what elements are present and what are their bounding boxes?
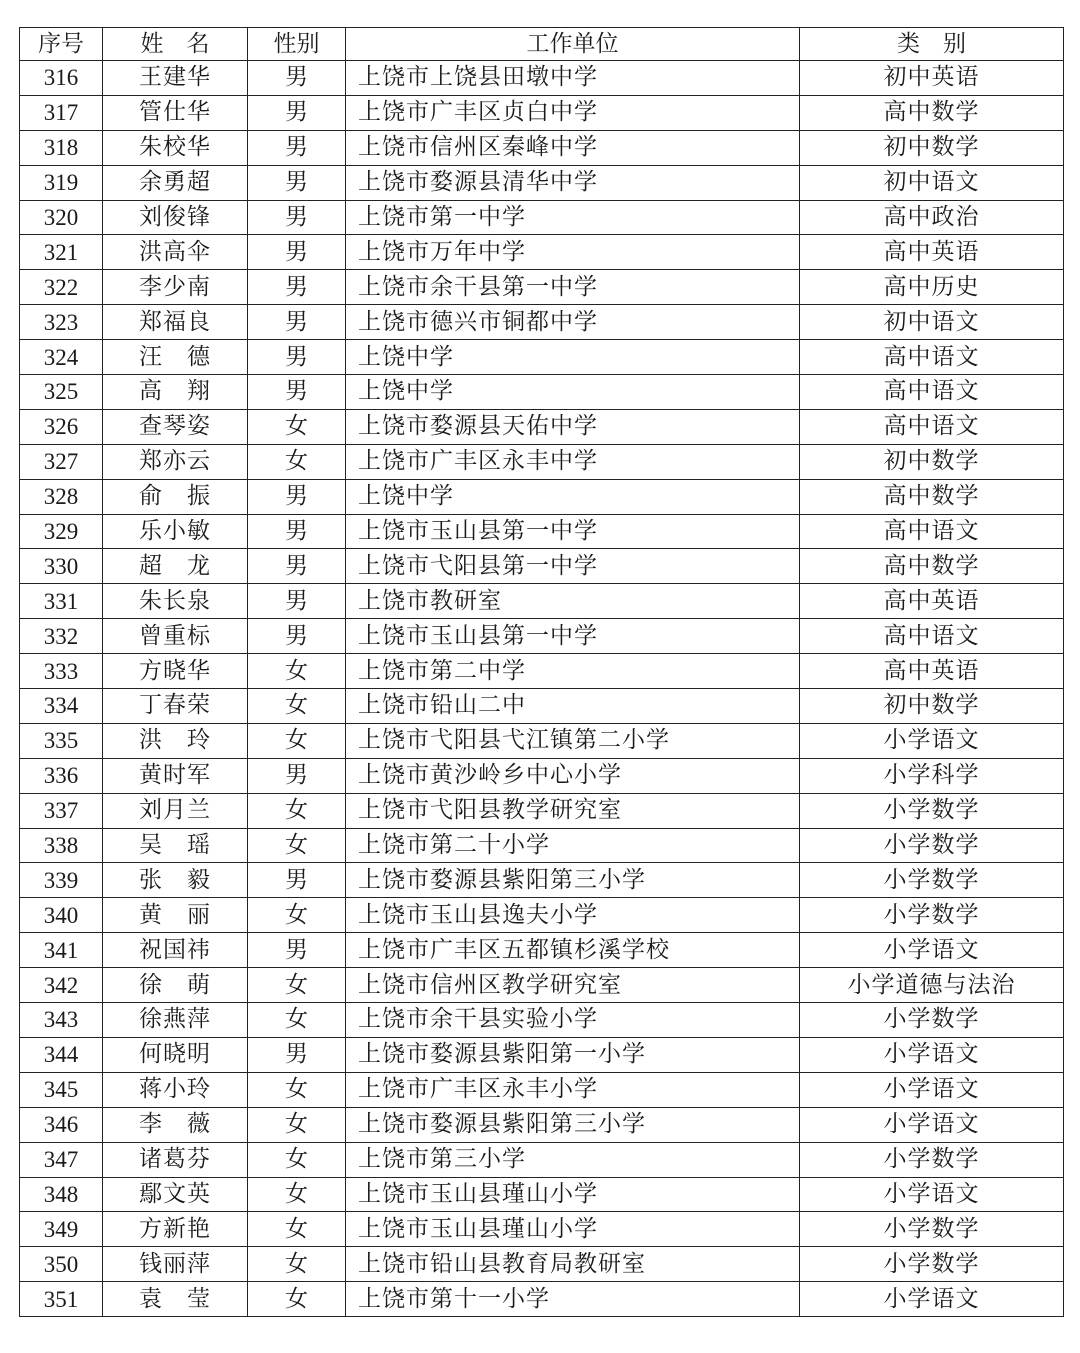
cell-name: 徐燕萍: [103, 1003, 248, 1038]
cell-category: 小学语文: [800, 1177, 1064, 1212]
table-row: [20, 305, 1064, 340]
cell-name: 洪 玲: [103, 723, 248, 758]
cell-category: 小学数学: [800, 828, 1064, 863]
cell-no: 321: [20, 235, 103, 270]
cell-no: 341: [20, 933, 103, 968]
cell-unit: 上饶市玉山县逸夫小学: [346, 898, 800, 933]
cell-name: 查琴姿: [103, 409, 248, 444]
cell-unit: 上饶市玉山县第一中学: [346, 514, 800, 549]
cell-no: 329: [20, 514, 103, 549]
cell-unit: 上饶市铅山二中: [346, 689, 800, 724]
cell-category: 高中语文: [800, 514, 1064, 549]
cell-category: 初中语文: [800, 165, 1064, 200]
cell-no: 332: [20, 619, 103, 654]
cell-gender: 女: [248, 1142, 346, 1177]
cell-no: 350: [20, 1247, 103, 1282]
cell-category: 小学数学: [800, 1142, 1064, 1177]
cell-gender: 女: [248, 1072, 346, 1107]
cell-name: 郑福良: [103, 305, 248, 340]
header-unit: 工作单位: [346, 28, 800, 61]
table-row: [20, 793, 1064, 828]
cell-category: 小学语文: [800, 933, 1064, 968]
cell-unit: 上饶市婺源县紫阳第三小学: [346, 863, 800, 898]
cell-name: 朱长泉: [103, 584, 248, 619]
cell-name: 鄢文英: [103, 1177, 248, 1212]
cell-gender: 女: [248, 723, 346, 758]
cell-name: 李 薇: [103, 1107, 248, 1142]
cell-unit: 上饶市婺源县清华中学: [346, 165, 800, 200]
table-body: [20, 61, 1064, 1317]
cell-gender: 女: [248, 1107, 346, 1142]
table-row: [20, 514, 1064, 549]
cell-unit: 上饶市广丰区永丰小学: [346, 1072, 800, 1107]
cell-category: 初中数学: [800, 130, 1064, 165]
cell-no: 334: [20, 689, 103, 724]
cell-no: 319: [20, 165, 103, 200]
cell-name: 蒋小玲: [103, 1072, 248, 1107]
table-row: [20, 444, 1064, 479]
table-row: [20, 1142, 1064, 1177]
cell-gender: 男: [248, 933, 346, 968]
cell-gender: 女: [248, 793, 346, 828]
cell-gender: 男: [248, 584, 346, 619]
cell-unit: 上饶市玉山县瑾山小学: [346, 1177, 800, 1212]
cell-name: 刘俊锋: [103, 200, 248, 235]
cell-name: 袁 莹: [103, 1282, 248, 1317]
cell-no: 346: [20, 1107, 103, 1142]
cell-no: 333: [20, 654, 103, 689]
table-row: [20, 549, 1064, 584]
cell-name: 方新艳: [103, 1212, 248, 1247]
cell-gender: 男: [248, 305, 346, 340]
cell-category: 小学道德与法治: [800, 968, 1064, 1003]
cell-unit: 上饶市弋阳县弋江镇第二小学: [346, 723, 800, 758]
cell-unit: 上饶市广丰区五都镇杉溪学校: [346, 933, 800, 968]
cell-no: 344: [20, 1037, 103, 1072]
table-row: [20, 1107, 1064, 1142]
cell-category: 小学语文: [800, 1107, 1064, 1142]
header-category: 类 别: [800, 28, 1064, 61]
cell-category: 高中政治: [800, 200, 1064, 235]
table-row: [20, 933, 1064, 968]
cell-gender: 女: [248, 654, 346, 689]
cell-gender: 男: [248, 619, 346, 654]
cell-category: 初中英语: [800, 61, 1064, 96]
cell-no: 340: [20, 898, 103, 933]
cell-category: 初中数学: [800, 689, 1064, 724]
table-row: [20, 828, 1064, 863]
cell-name: 郑亦云: [103, 444, 248, 479]
table-row: [20, 270, 1064, 305]
cell-unit: 上饶市广丰区永丰中学: [346, 444, 800, 479]
cell-category: 高中语文: [800, 375, 1064, 410]
cell-no: 348: [20, 1177, 103, 1212]
cell-gender: 男: [248, 235, 346, 270]
table-row: [20, 654, 1064, 689]
cell-category: 高中语文: [800, 619, 1064, 654]
table-row: [20, 689, 1064, 724]
cell-no: 342: [20, 968, 103, 1003]
cell-gender: 女: [248, 968, 346, 1003]
cell-no: 318: [20, 130, 103, 165]
cell-name: 诸葛芬: [103, 1142, 248, 1177]
cell-name: 刘月兰: [103, 793, 248, 828]
cell-unit: 上饶市余干县实验小学: [346, 1003, 800, 1038]
cell-name: 洪高伞: [103, 235, 248, 270]
cell-gender: 男: [248, 758, 346, 793]
table-row: [20, 723, 1064, 758]
cell-name: 徐 萌: [103, 968, 248, 1003]
cell-no: 345: [20, 1072, 103, 1107]
cell-unit: 上饶市信州区秦峰中学: [346, 130, 800, 165]
cell-name: 王建华: [103, 61, 248, 96]
table-row: [20, 479, 1064, 514]
cell-gender: 女: [248, 1212, 346, 1247]
cell-no: 317: [20, 95, 103, 130]
cell-no: 328: [20, 479, 103, 514]
cell-gender: 女: [248, 1177, 346, 1212]
cell-name: 朱校华: [103, 130, 248, 165]
cell-category: 小学数学: [800, 1003, 1064, 1038]
cell-category: 小学数学: [800, 898, 1064, 933]
cell-no: 343: [20, 1003, 103, 1038]
table-row: [20, 1177, 1064, 1212]
header-gender: 性别: [248, 28, 346, 61]
cell-unit: 上饶市玉山县第一中学: [346, 619, 800, 654]
cell-gender: 女: [248, 409, 346, 444]
table-header: [20, 28, 1064, 61]
cell-unit: 上饶市第一中学: [346, 200, 800, 235]
table-row: [20, 584, 1064, 619]
cell-unit: 上饶市余干县第一中学: [346, 270, 800, 305]
cell-category: 小学语文: [800, 1072, 1064, 1107]
cell-unit: 上饶市万年中学: [346, 235, 800, 270]
cell-unit: 上饶市信州区教学研究室: [346, 968, 800, 1003]
table-row: [20, 235, 1064, 270]
table-row: [20, 409, 1064, 444]
cell-gender: 女: [248, 1003, 346, 1038]
table-row: [20, 95, 1064, 130]
cell-category: 小学科学: [800, 758, 1064, 793]
cell-name: 俞 振: [103, 479, 248, 514]
table-row: [20, 375, 1064, 410]
cell-gender: 男: [248, 549, 346, 584]
cell-category: 高中历史: [800, 270, 1064, 305]
table-row: [20, 340, 1064, 375]
cell-gender: 男: [248, 1037, 346, 1072]
cell-name: 李少南: [103, 270, 248, 305]
cell-category: 高中语文: [800, 409, 1064, 444]
header-no: 序号: [20, 28, 103, 61]
cell-gender: 男: [248, 200, 346, 235]
cell-category: 高中英语: [800, 235, 1064, 270]
cell-category: 小学数学: [800, 863, 1064, 898]
table-row: [20, 619, 1064, 654]
cell-unit: 上饶市婺源县紫阳第三小学: [346, 1107, 800, 1142]
table-row: [20, 165, 1064, 200]
cell-category: 高中英语: [800, 654, 1064, 689]
cell-no: 323: [20, 305, 103, 340]
cell-unit: 上饶市弋阳县第一中学: [346, 549, 800, 584]
table-row: [20, 1003, 1064, 1038]
cell-unit: 上饶市弋阳县教学研究室: [346, 793, 800, 828]
table-row: [20, 1212, 1064, 1247]
cell-gender: 男: [248, 270, 346, 305]
cell-category: 高中数学: [800, 95, 1064, 130]
cell-gender: 男: [248, 130, 346, 165]
cell-no: 337: [20, 793, 103, 828]
cell-unit: 上饶市婺源县天佑中学: [346, 409, 800, 444]
cell-unit: 上饶市第二中学: [346, 654, 800, 689]
cell-unit: 上饶市第三小学: [346, 1142, 800, 1177]
cell-no: 351: [20, 1282, 103, 1317]
cell-name: 吴 瑶: [103, 828, 248, 863]
cell-gender: 男: [248, 479, 346, 514]
cell-gender: 男: [248, 863, 346, 898]
cell-name: 何晓明: [103, 1037, 248, 1072]
cell-unit: 上饶市黄沙岭乡中心小学: [346, 758, 800, 793]
cell-no: 331: [20, 584, 103, 619]
cell-unit: 上饶市教研室: [346, 584, 800, 619]
cell-gender: 女: [248, 444, 346, 479]
cell-name: 超 龙: [103, 549, 248, 584]
cell-gender: 男: [248, 61, 346, 96]
cell-unit: 上饶市婺源县紫阳第一小学: [346, 1037, 800, 1072]
cell-name: 乐小敏: [103, 514, 248, 549]
cell-category: 初中数学: [800, 444, 1064, 479]
cell-unit: 上饶市上饶县田墩中学: [346, 61, 800, 96]
cell-category: 小学数学: [800, 1212, 1064, 1247]
cell-no: 330: [20, 549, 103, 584]
cell-gender: 男: [248, 375, 346, 410]
cell-gender: 女: [248, 1282, 346, 1317]
cell-category: 小学语文: [800, 1282, 1064, 1317]
cell-gender: 女: [248, 828, 346, 863]
cell-name: 高 翔: [103, 375, 248, 410]
cell-no: 336: [20, 758, 103, 793]
table-row: [20, 61, 1064, 96]
cell-category: 高中语文: [800, 340, 1064, 375]
table-row: [20, 863, 1064, 898]
cell-gender: 男: [248, 95, 346, 130]
cell-name: 张 毅: [103, 863, 248, 898]
table-row: [20, 1247, 1064, 1282]
cell-name: 丁春荣: [103, 689, 248, 724]
cell-unit: 上饶中学: [346, 479, 800, 514]
cell-no: 335: [20, 723, 103, 758]
table-row: [20, 898, 1064, 933]
cell-no: 327: [20, 444, 103, 479]
cell-no: 325: [20, 375, 103, 410]
cell-unit: 上饶市广丰区贞白中学: [346, 95, 800, 130]
cell-no: 347: [20, 1142, 103, 1177]
table-row: [20, 130, 1064, 165]
cell-name: 祝国祎: [103, 933, 248, 968]
table-row: [20, 1037, 1064, 1072]
cell-no: 316: [20, 61, 103, 96]
cell-unit: 上饶中学: [346, 375, 800, 410]
cell-category: 小学数学: [800, 1247, 1064, 1282]
cell-unit: 上饶市铅山县教育局教研室: [346, 1247, 800, 1282]
header-name: 姓 名: [103, 28, 248, 61]
cell-no: 324: [20, 340, 103, 375]
cell-name: 曾重标: [103, 619, 248, 654]
cell-no: 339: [20, 863, 103, 898]
cell-unit: 上饶中学: [346, 340, 800, 375]
cell-category: 小学语文: [800, 723, 1064, 758]
cell-unit: 上饶市第二十小学: [346, 828, 800, 863]
roster-table: [19, 27, 1064, 1317]
cell-unit: 上饶市第十一小学: [346, 1282, 800, 1317]
cell-gender: 女: [248, 1247, 346, 1282]
cell-category: 小学数学: [800, 793, 1064, 828]
cell-category: 初中语文: [800, 305, 1064, 340]
table-row: [20, 200, 1064, 235]
cell-no: 338: [20, 828, 103, 863]
cell-name: 黄 丽: [103, 898, 248, 933]
cell-name: 钱丽萍: [103, 1247, 248, 1282]
cell-no: 320: [20, 200, 103, 235]
cell-no: 326: [20, 409, 103, 444]
cell-name: 汪 德: [103, 340, 248, 375]
cell-gender: 女: [248, 689, 346, 724]
cell-category: 高中数学: [800, 479, 1064, 514]
table-row: [20, 1282, 1064, 1317]
cell-name: 管仕华: [103, 95, 248, 130]
table-row: [20, 1072, 1064, 1107]
cell-name: 黄时军: [103, 758, 248, 793]
cell-gender: 男: [248, 165, 346, 200]
table-row: [20, 758, 1064, 793]
cell-gender: 女: [248, 898, 346, 933]
cell-no: 349: [20, 1212, 103, 1247]
cell-gender: 男: [248, 340, 346, 375]
cell-name: 余勇超: [103, 165, 248, 200]
header-row: [20, 28, 1064, 61]
cell-unit: 上饶市玉山县瑾山小学: [346, 1212, 800, 1247]
cell-gender: 男: [248, 514, 346, 549]
cell-category: 高中英语: [800, 584, 1064, 619]
cell-unit: 上饶市德兴市铜都中学: [346, 305, 800, 340]
cell-category: 小学语文: [800, 1037, 1064, 1072]
cell-name: 方晓华: [103, 654, 248, 689]
cell-no: 322: [20, 270, 103, 305]
cell-category: 高中数学: [800, 549, 1064, 584]
table-row: [20, 968, 1064, 1003]
